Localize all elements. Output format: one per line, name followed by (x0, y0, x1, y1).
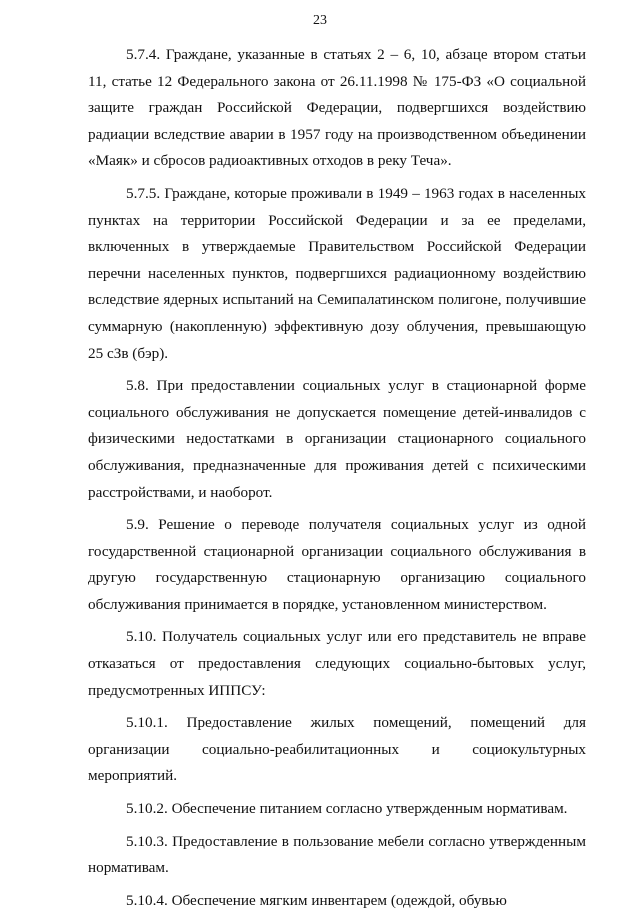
paragraph-5-7-4: 5.7.4. Граждане, указанные в статьях 2 – 6, 10, абзаце втором статьи 11, статье 12 Федерального закона от 26.11.1998 № 175-ФЗ «О социальной защите граждан Российской Федерации, подвергшихся воздействию радиации вследствие аварии в 1957 году на производственном объединении «Маяк» и сбросов радиоактивных отходов в реку Теча». (88, 46, 586, 170)
paragraph-5-9: 5.9. Решение о переводе получателя социальных услуг из одной государственной стационарной организации социального обслуживания в другую государственную стационарную организацию социального обслуживания принимается в порядке, установленном министерством. (88, 516, 586, 613)
paragraph-5-8: 5.8. При предоставлении социальных услуг в стационарной форме социального обслуживания не допускается помещение детей-инвалидов с физическими недостатками в организации стационарного социального обслуживания, предназначенные для проживания детей с психическими расстройствами, и наоборот. (88, 377, 586, 501)
paragraph-5-7-5: 5.7.5. Граждане, которые проживали в 1949 – 1963 годах в населенных пунктах на территории Российской Федерации и за ее пределами, включенных в утверждаемые Правительством Российской Федерации перечни населенных пунктов, подвергшихся радиационному воздействию вследствие ядерных испытаний на Семипалатинском полигоне, получившие суммарную (накопленную) эффективную дозу облучения, превышающую 25 сЗв (бэр). (88, 184, 586, 362)
paragraph-5-10: 5.10. Получатель социальных услуг или его представитель не вправе отказаться от предоставления следующих социально-бытовых услуг, предусмотренных ИППСУ: (88, 628, 586, 699)
paragraph-5-10-2: 5.10.2. Обеспечение питанием согласно утвержденным нормативам. (126, 800, 568, 818)
paragraph-5-10-1: 5.10.1. Предоставление жилых помещений, помещений для организации социально-реабилитационных и социокультурных мероприятий. (88, 714, 586, 785)
paragraph-5-10-3: 5.10.3. Предоставление в пользование мебели согласно утвержденным нормативам. (88, 832, 586, 877)
document-body (88, 42, 586, 920)
paragraph-5-10-4: 5.10.4. Обеспечение мягким инвентарем (одеждой, обувью (126, 891, 507, 909)
page-number: 23 (313, 13, 327, 28)
